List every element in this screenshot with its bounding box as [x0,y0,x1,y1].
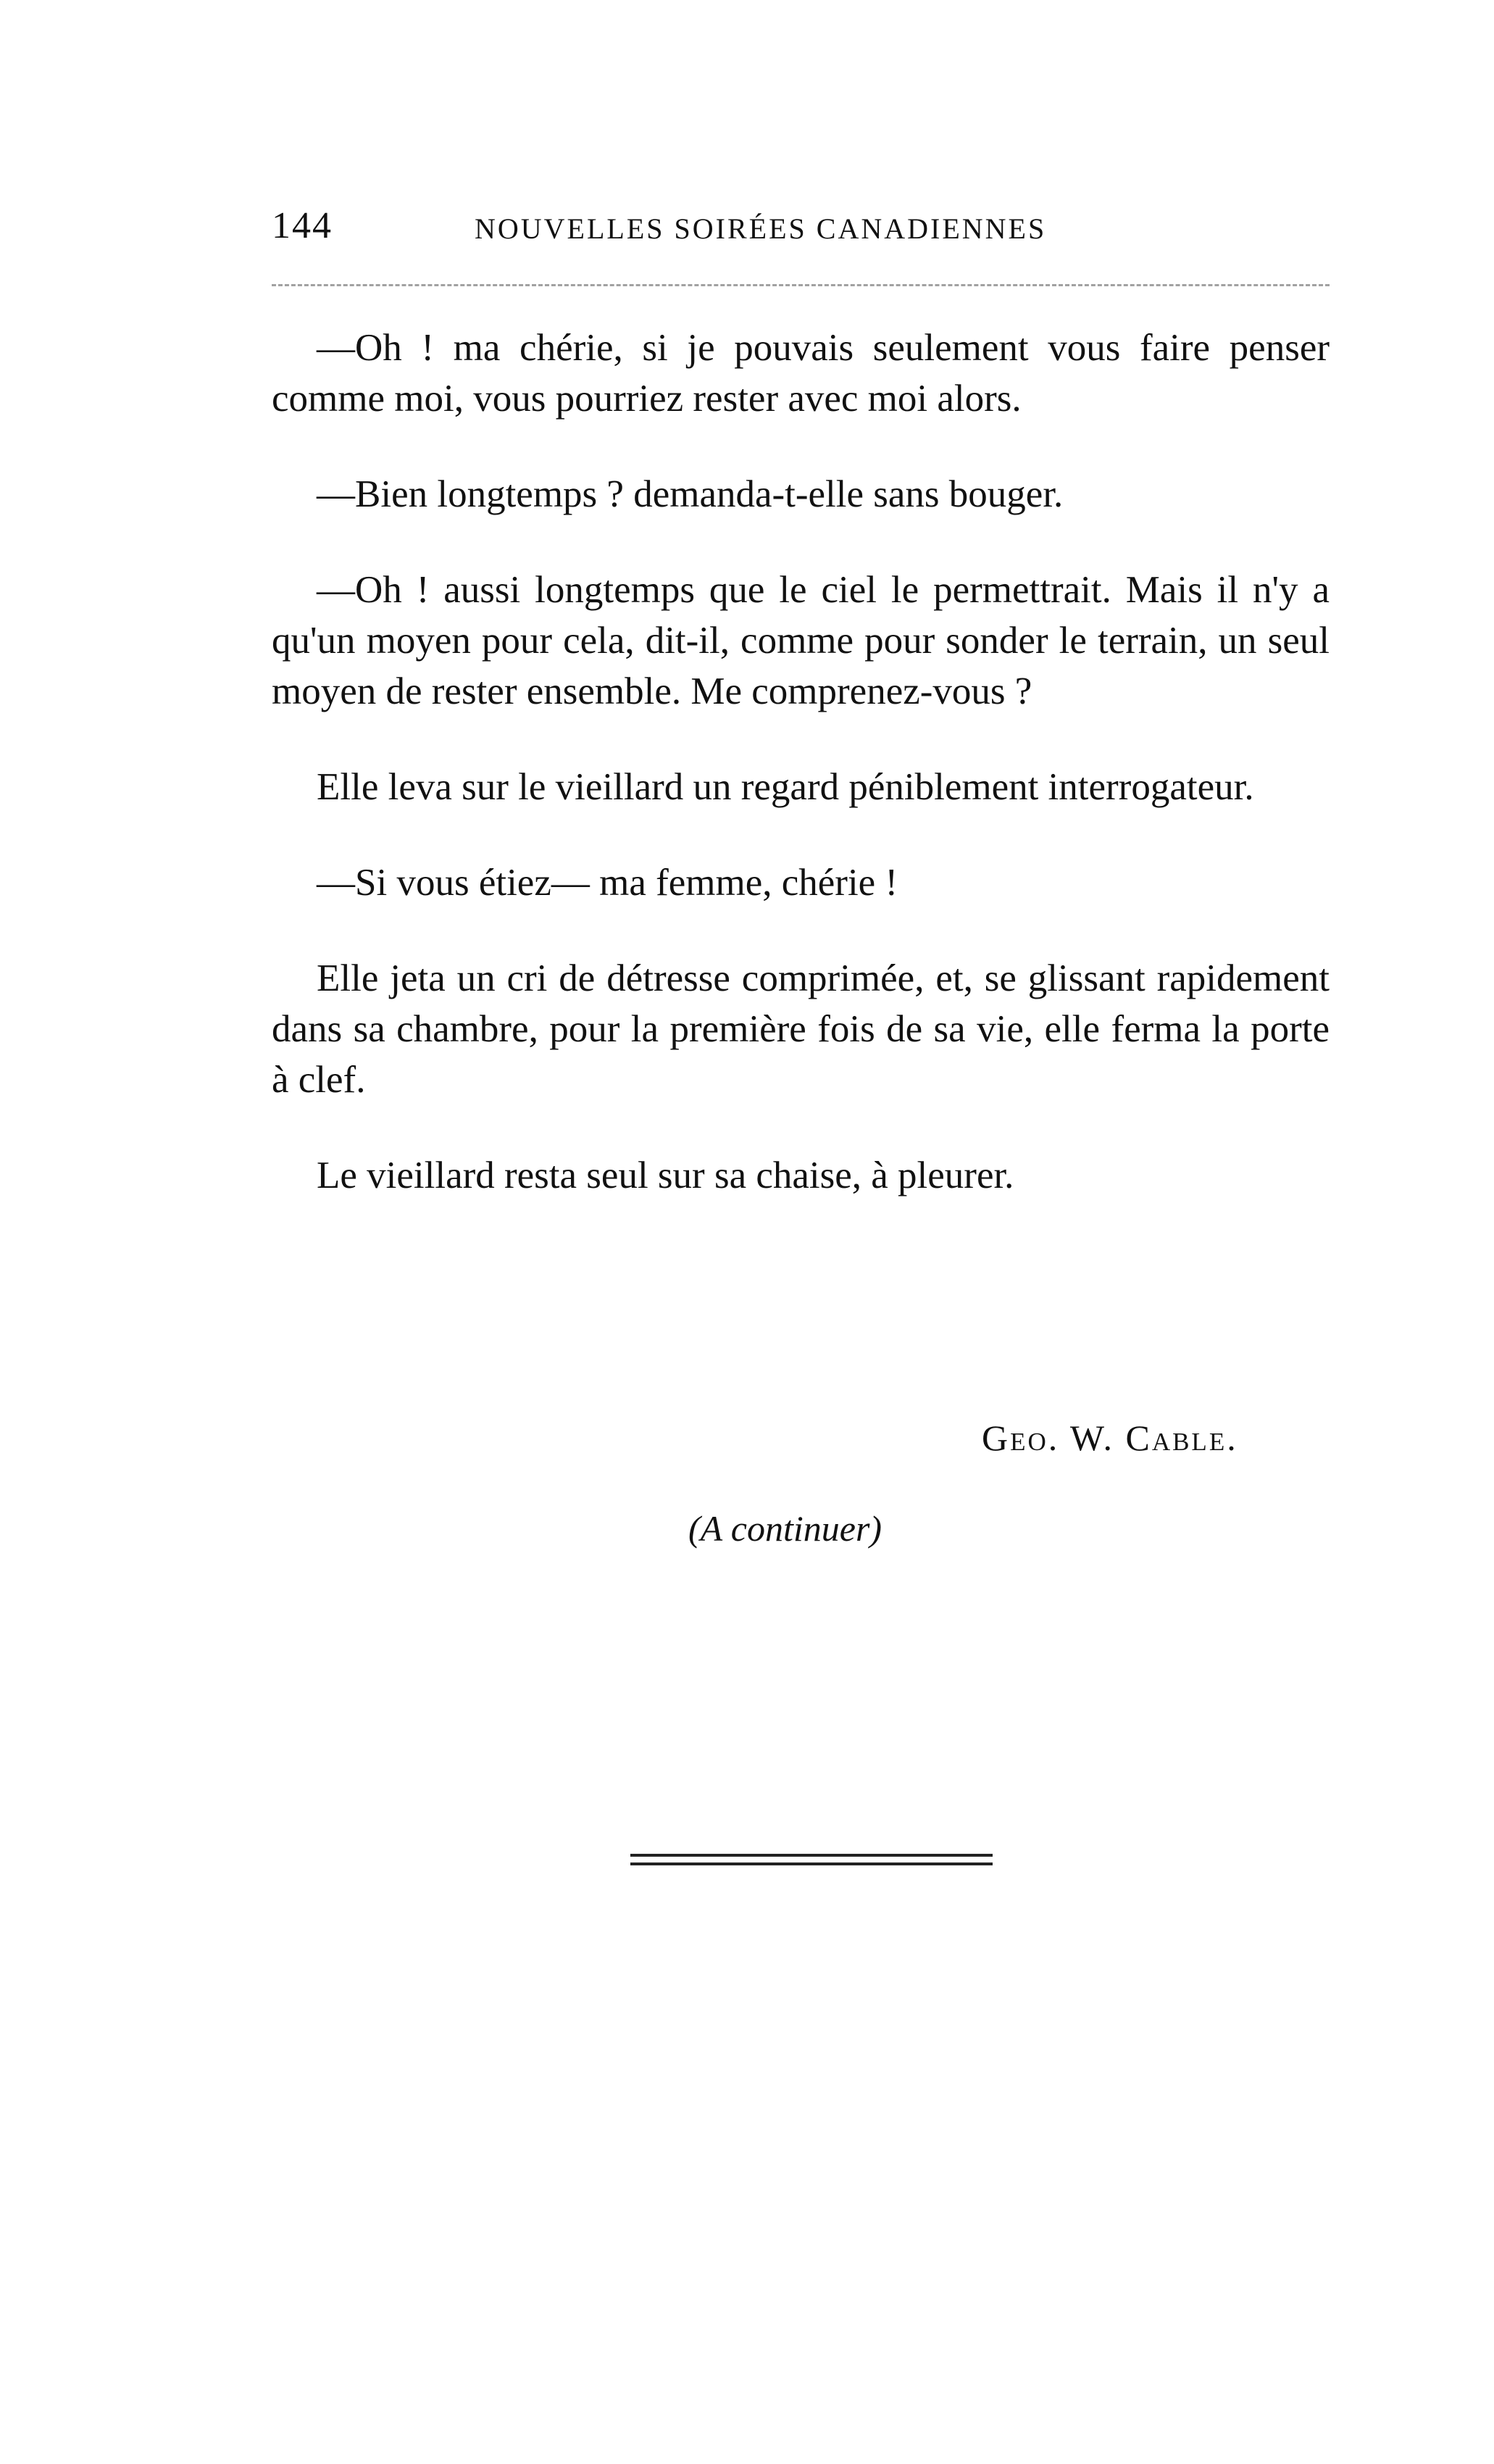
paragraph-5: —Si vous étiez— ma femme, chérie ! [317,862,898,904]
paragraph-7: Le vieillard resta seul sur sa chaise, à pleurer. [317,1154,1014,1196]
end-rule-line-bottom [630,1862,993,1865]
page-number: 144 [272,205,333,246]
paragraph-1: —Oh ! ma chérie, si je pouvais seulement vous faire penser comme moi, vous pourriez rester avec moi alors. [272,327,1330,420]
header-rule [272,284,1330,286]
paragraph-2: —Bien longtemps ? demanda-t-elle sans bouger. [317,473,1064,515]
running-title: NOUVELLES SOIRÉES CANADIENNES [475,212,1047,245]
end-rule-line-top [630,1854,993,1857]
paragraph-6: Elle jeta un cri de détresse comprimée, et, se glissant rapidement dans sa chambre, pour la première fois de sa vie, elle ferma la porte à clef. [272,957,1330,1101]
paragraph-4: Elle leva sur le vieillard un regard péniblement interrogateur. [317,766,1254,808]
paragraph-3: —Oh ! aussi longtemps que le ciel le permettrait. Mais il n'y a qu'un moyen pour cela, dit-il, comme pour sonder le terrain, un seul moyen de rester ensemble. Me comprenez-vous ? [272,569,1330,712]
author-signature: Geo. W. Cable. [982,1418,1238,1458]
end-double-rule [630,1854,993,1871]
body-text [272,322,1330,1246]
continued-note: (A continuer) [688,1508,882,1549]
page-header [272,204,1330,262]
